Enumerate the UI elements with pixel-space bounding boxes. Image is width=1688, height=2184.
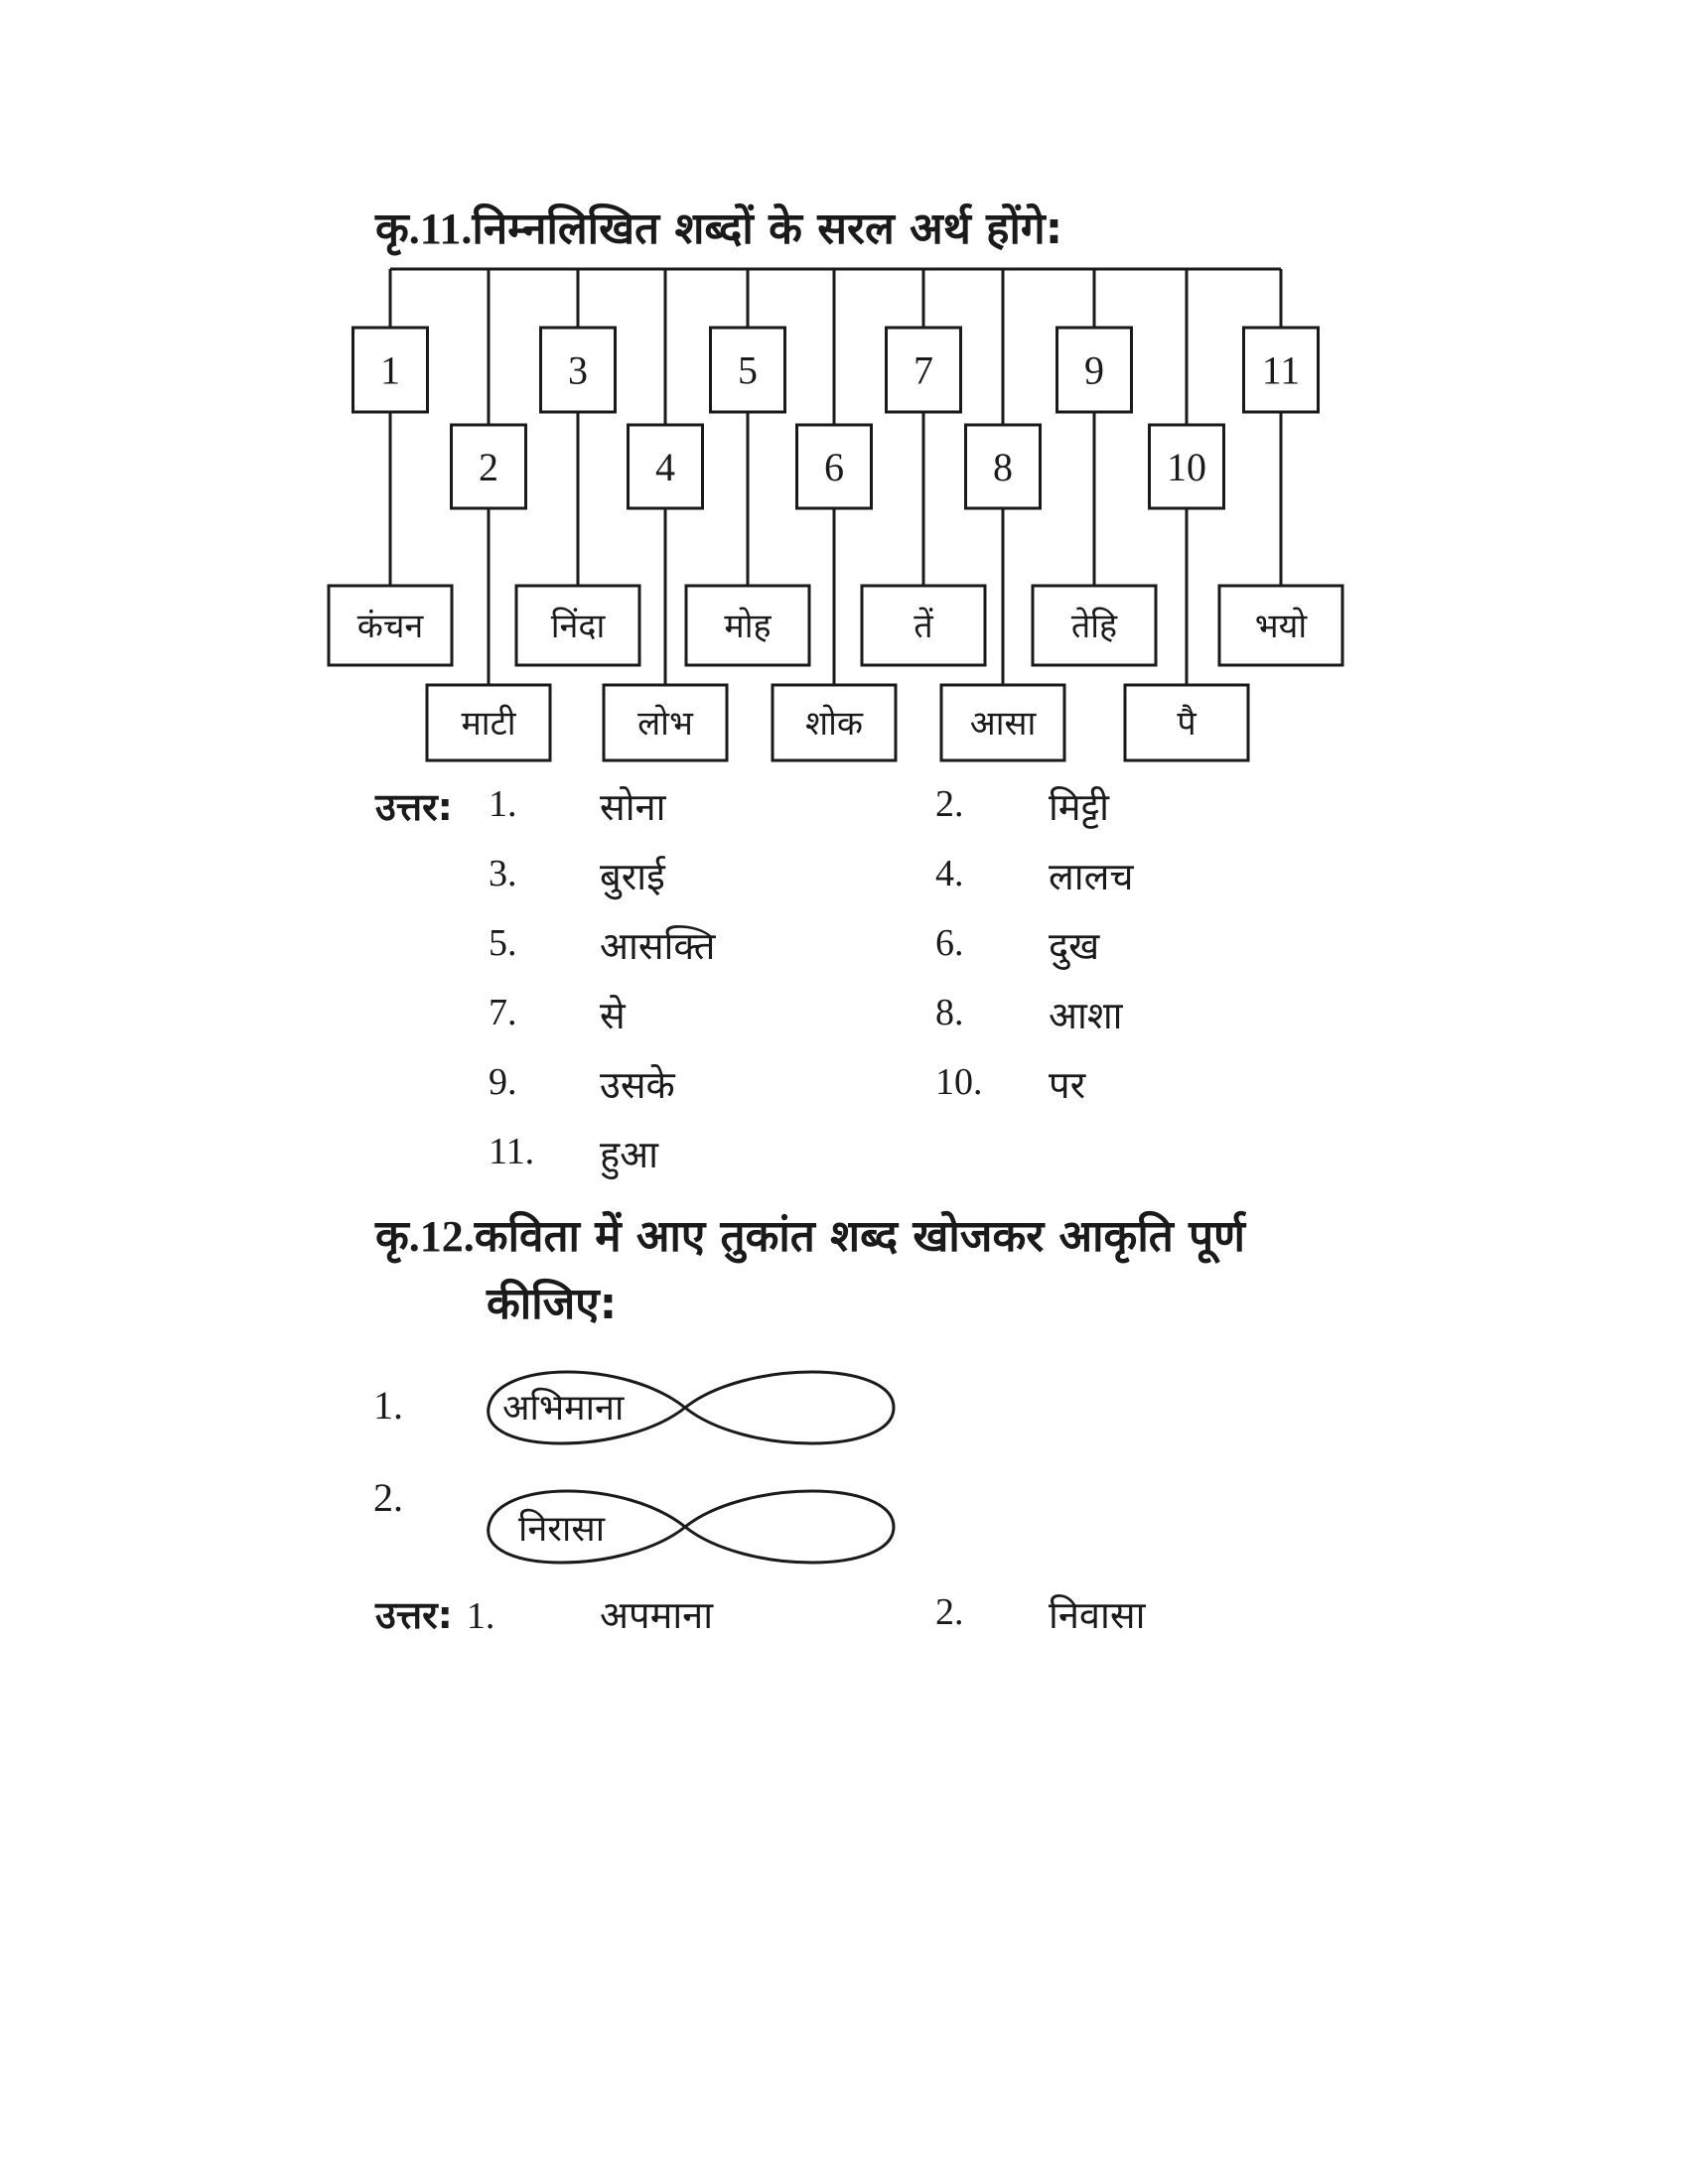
- number-label-5: 5: [738, 347, 758, 393]
- q11-answer-8-number: 8.: [935, 992, 964, 1033]
- word-label-9: तेहि: [1070, 607, 1118, 646]
- number-label-10: 10: [1167, 445, 1206, 489]
- q12-item-2-word: निरासा: [518, 1509, 606, 1550]
- word-label-1: कंचन: [356, 607, 424, 646]
- number-label-2: 2: [479, 445, 498, 489]
- q12-figures: [477, 1350, 914, 1578]
- q11-answer-7-word: से: [600, 994, 626, 1037]
- q12-answer-1-number: 1.: [466, 1595, 495, 1637]
- q11-answer-3-number: 3.: [489, 853, 517, 894]
- q11-answer-6-word: दुख: [1049, 924, 1100, 968]
- q11-word-diagram: [0, 0, 1688, 794]
- q11-answer-8-word: आशा: [1049, 994, 1123, 1037]
- q12-answer-label: [375, 1588, 494, 1640]
- q12-heading-line2: [487, 1279, 617, 1331]
- word-label-11: भयो: [1254, 607, 1308, 646]
- answer-label-text: उत्तर:: [375, 785, 453, 829]
- q12-heading: [375, 1211, 1245, 1264]
- q11-answer-4-number: 4.: [935, 853, 964, 894]
- number-label-4: 4: [655, 445, 675, 489]
- word-label-6: शोक: [804, 704, 864, 744]
- q11-answer-10-number: 10.: [935, 1061, 983, 1103]
- q12-answer-label-text: उत्तर:: [375, 1593, 453, 1637]
- q11-answer-2-word: मिट्टी: [1049, 785, 1109, 829]
- q11-answer-7-number: 7.: [489, 992, 517, 1033]
- word-label-4: लोभ: [637, 704, 693, 744]
- q11-answer-9-number: 9.: [489, 1061, 517, 1103]
- q11-answer-10-word: पर: [1049, 1063, 1086, 1107]
- q12-question-line1: कविता में आए तुकांत शब्द खोजकर आकृति पूर्ण: [474, 1211, 1245, 1262]
- q12-item-1-word: अभिमाना: [502, 1388, 625, 1429]
- word-label-10: पै: [1177, 704, 1196, 744]
- q11-answer-9-word: उसके: [600, 1063, 675, 1107]
- number-label-7: 7: [914, 347, 933, 393]
- q12-question-line2: कीजिए:: [487, 1279, 618, 1329]
- q11-answer-11-number: 11.: [489, 1131, 535, 1172]
- number-label-9: 9: [1084, 347, 1104, 393]
- q11-answer-5-word: आसक्ति: [600, 924, 716, 968]
- word-label-3: निंदा: [550, 607, 606, 646]
- q12-item-1-number: 1.: [373, 1383, 403, 1428]
- number-label-8: 8: [993, 445, 1013, 489]
- number-label-11: 11: [1261, 347, 1301, 393]
- q11-answer-label: [375, 780, 453, 832]
- q11-answer-1-word: सोना: [600, 785, 666, 829]
- q11-answer-2-number: 2.: [935, 783, 964, 825]
- word-label-2: माटी: [461, 704, 516, 744]
- word-label-8: आसा: [969, 704, 1037, 744]
- q11-answer-6-number: 6.: [935, 922, 964, 964]
- q11-answer-4-word: लालच: [1049, 855, 1134, 898]
- q11-answer-5-number: 5.: [489, 922, 517, 964]
- q12-answer-2-number: 2.: [935, 1591, 964, 1633]
- q12-number: कृ.12.: [375, 1212, 475, 1261]
- word-label-5: मोह: [724, 607, 772, 646]
- q11-question: निम्नलिखित शब्दों के सरल अर्थ होंगे:: [472, 204, 1063, 254]
- number-label-6: 6: [824, 445, 844, 489]
- q12-item-2-number: 2.: [373, 1475, 403, 1520]
- q12-answer-1-word: अपमाना: [600, 1593, 714, 1637]
- q11-number: कृ.11.: [375, 205, 473, 253]
- number-label-3: 3: [568, 347, 588, 393]
- q11-answer-3-word: बुराई: [600, 855, 665, 898]
- q11-answer-1-number: 1.: [489, 783, 517, 825]
- word-label-7: तें: [914, 607, 933, 646]
- q11-answer-11-word: हुआ: [600, 1133, 659, 1176]
- q12-answer-2-word: निवासा: [1049, 1593, 1146, 1637]
- number-label-1: 1: [380, 347, 400, 393]
